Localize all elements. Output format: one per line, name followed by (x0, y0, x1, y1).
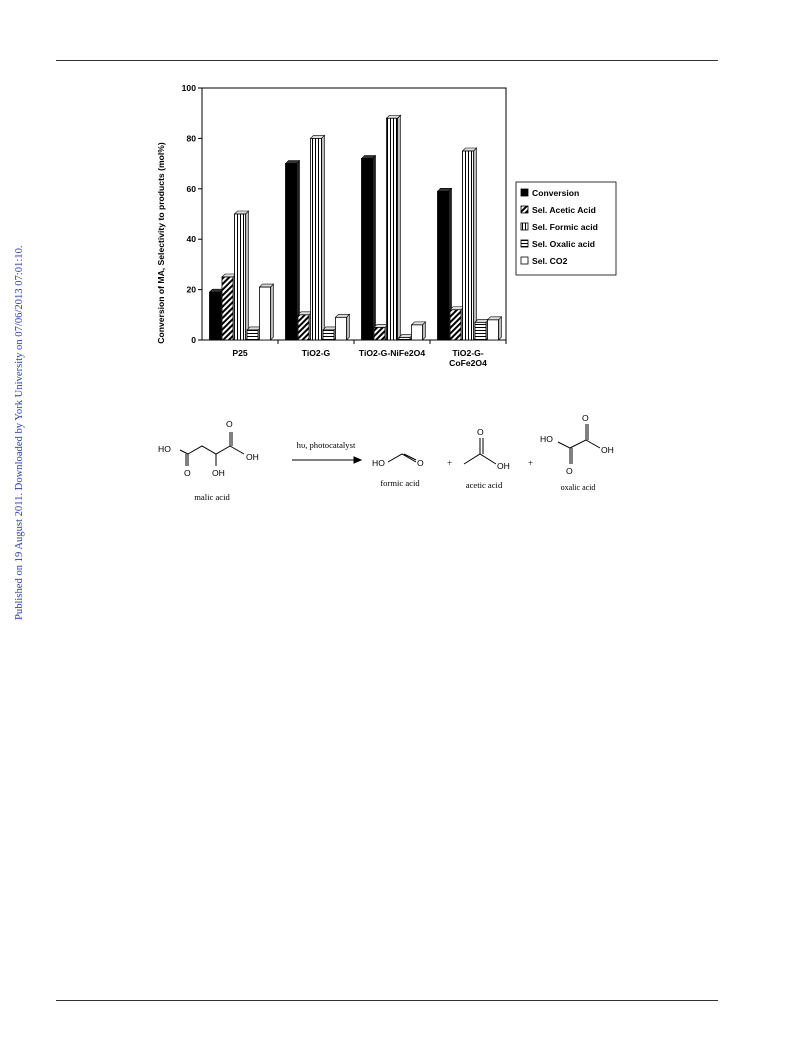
bar (387, 118, 398, 340)
atom-label: HO (158, 444, 171, 454)
legend-swatch (521, 223, 528, 230)
reaction-arrow (292, 457, 361, 463)
oxalic-acid-structure (558, 424, 600, 464)
atom-label: O (226, 419, 233, 429)
bar (438, 191, 449, 340)
x-tick-label: CoFe2O4 (449, 358, 487, 368)
bar-side (246, 211, 249, 340)
chart-legend (516, 182, 616, 275)
bar (336, 317, 347, 340)
atom-label: O (566, 466, 573, 476)
bar (475, 322, 486, 340)
bar (222, 277, 233, 340)
reaction-scheme (150, 408, 620, 508)
legend-swatch (521, 206, 528, 213)
bar-side (373, 156, 376, 340)
product-name: acetic acid (465, 480, 503, 490)
y-tick-label: 80 (186, 133, 196, 144)
bar-side (297, 161, 300, 340)
atom-label: O (417, 458, 424, 468)
legend-label: Conversion (532, 188, 580, 198)
atom-label: HO (372, 458, 385, 468)
bar-side (398, 115, 401, 340)
bar-side (499, 317, 502, 340)
legend-label: Sel. Oxalic acid (532, 239, 596, 249)
header-rule (56, 60, 718, 61)
atom-label: O (477, 427, 484, 437)
legend-label: Sel. Formic acid (532, 222, 598, 232)
bar (374, 327, 385, 340)
bar (260, 287, 271, 340)
bar (247, 330, 258, 340)
bar (412, 325, 423, 340)
legend-swatch (521, 189, 528, 196)
atom-label: O (184, 468, 191, 478)
legend-swatch (521, 240, 528, 247)
y-tick-label: 60 (186, 183, 196, 194)
bar (235, 214, 246, 340)
x-tick-label: P25 (232, 348, 248, 358)
legend-label: Sel. Acetic Acid (532, 205, 596, 215)
bar (311, 138, 322, 340)
y-tick-label: 20 (186, 284, 196, 295)
reactant-name: malic acid (194, 492, 230, 502)
atom-label: O (582, 413, 589, 423)
bar (210, 292, 221, 340)
bar-side (474, 148, 477, 340)
bar-side (347, 314, 350, 340)
x-tick-label: TiO2-G- (452, 348, 484, 358)
plus-sign: + (447, 458, 453, 468)
y-tick-label: 0 (191, 335, 196, 345)
atom-label: HO (540, 434, 553, 444)
atom-label: OH (601, 445, 614, 455)
plus-sign: + (528, 458, 534, 468)
x-tick-label: TiO2-G-NiFe2O4 (358, 348, 426, 358)
bar (298, 315, 309, 340)
legend-label: Sel. CO2 (532, 256, 568, 266)
footer-rule (56, 1000, 718, 1001)
bar (399, 337, 410, 340)
formic-acid-structure (388, 454, 416, 462)
product-name: formic acid (380, 478, 420, 488)
acetic-acid-structure (464, 438, 496, 464)
legend-swatch (521, 257, 528, 264)
y-tick-label: 40 (186, 234, 196, 245)
bar (362, 159, 373, 340)
bar-chart (150, 78, 630, 378)
y-tick-label: 100 (181, 83, 196, 93)
bar-side (322, 135, 325, 340)
atom-label: OH (212, 468, 225, 478)
y-axis-label: Conversion of MA, Selectivity to products (mol%) (156, 142, 166, 344)
product-name: oxalic acid (560, 483, 596, 492)
atom-label: OH (497, 461, 510, 471)
bar (463, 151, 474, 340)
bar (488, 320, 499, 340)
bar (323, 330, 334, 340)
atom-label: OH (246, 452, 259, 462)
bar (286, 164, 297, 340)
x-tick-label: TiO2-G (301, 348, 331, 358)
malic-acid-structure (180, 432, 244, 466)
chart-bars (210, 115, 502, 340)
bar-side (271, 284, 274, 340)
download-watermark[interactable]: Published on 19 August 2011. Downloaded by York University on 07/06/2013 07:01:10. (14, 245, 25, 620)
reaction-condition: hυ, photocatalyst (296, 440, 356, 450)
bar (450, 310, 461, 340)
